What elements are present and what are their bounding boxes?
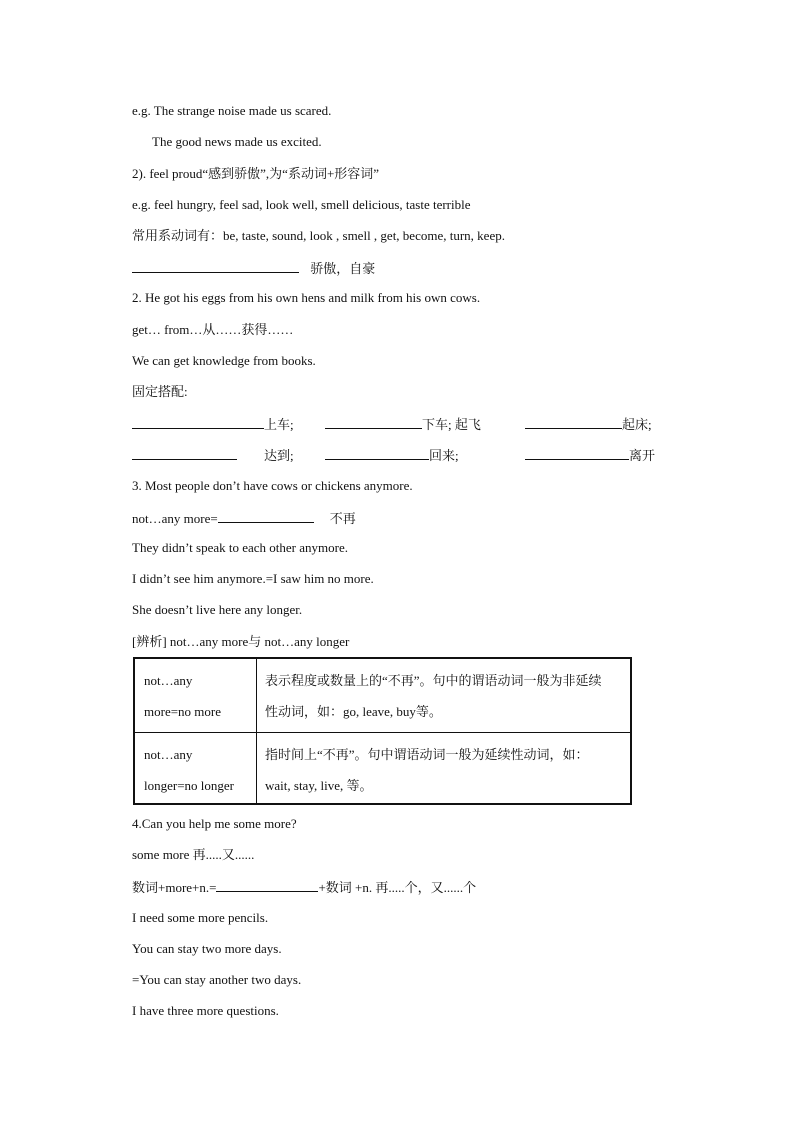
answer-blank[interactable] [325,415,422,429]
example-line: We can get knowledge from books. [132,353,316,368]
answer-blank[interactable] [218,509,314,523]
cell-text: not…any [144,746,193,762]
phrase-line: get… from…从……获得…… [132,322,294,337]
table-cell-phrase [134,732,257,804]
cell-text: 表示程度或数量上的“不再”。句中的谓语动词一般为非延续 [265,673,602,688]
example-line: e.g. feel hungry, feel sad, look well, smell delicious, taste terrible [132,197,471,212]
table-row [134,732,631,804]
collocation-item [132,415,294,433]
cell-text: 指时间上“不再”。句中谓语动词一般为延续性动词，如： [265,746,589,762]
collocation-item [325,446,459,464]
collocation-meaning: 离开 [629,448,656,463]
answer-blank[interactable] [216,878,318,892]
example-line: I need some more pencils. [132,910,269,925]
cell-text: longer=no longer [144,777,235,793]
table-row [134,658,631,732]
collocation-meaning: 起床; [622,417,652,432]
answer-blank[interactable] [325,446,429,460]
collocation-meaning: 下车; 起飞 [422,417,481,432]
example-line: I didn’t see him anymore.=I saw him no more. [132,571,374,586]
answer-blank[interactable] [132,415,264,429]
collocation-meaning: 上车; [264,417,294,432]
answer-blank[interactable] [132,259,299,273]
blank-meaning: 不再 [329,511,356,526]
cell-text: 性动词，如：go, leave, buy等。 [265,704,442,719]
blank-meaning: 骄傲，自豪 [310,261,376,276]
fill-blank-line [132,878,476,896]
fill-blank-line [132,509,356,527]
blank-meaning: +数词 +n. 再.....个，又......个 [318,880,477,895]
collocation-meaning: 达到; [264,448,294,463]
answer-blank[interactable] [132,446,237,460]
example-line: You can stay two more days. [132,941,282,956]
example-line: The good news made us excited. [152,134,322,149]
cell-text: not…any [144,673,193,688]
example-line: They didn’t speak to each other anymore. [132,540,348,555]
table-cell-usage [257,658,632,732]
cell-text: wait, stay, live, 等。 [265,777,373,793]
collocation-item [525,415,652,433]
example-line: =You can stay another two days. [132,972,302,987]
collocation-item [325,415,481,433]
fixed-collocation-label: 固定搭配: [132,384,188,399]
answer-blank[interactable] [525,446,629,460]
sentence-heading: 3. Most people don’t have cows or chickens anymore. [132,478,413,493]
phrase-line: some more 再.....又...... [132,847,255,862]
comparison-heading: [辨析] not…any more与 not…any longer [132,634,350,649]
collocation-item [525,446,655,464]
collocation-meaning: 回来; [429,448,459,463]
sentence-heading: 2. He got his eggs from his own hens and milk from his own cows. [132,290,481,305]
fill-blank-line [132,259,375,277]
phrase-prefix: 数词+more+n.= [132,880,217,895]
comparison-table [133,657,632,805]
example-line: e.g. The strange noise made us scared. [132,103,332,118]
phrase-prefix: not…any more= [132,511,218,526]
cell-text: more=no more [144,704,222,719]
example-line: She doesn’t live here any longer. [132,602,303,617]
table-cell-phrase [134,658,257,732]
sentence-heading: 4.Can you help me some more? [132,816,297,831]
table-cell-usage [257,732,632,804]
collocation-item [132,446,294,464]
point-heading: 2). feel proud“感到骄傲”,为“系动词+形容词” [132,166,380,181]
answer-blank[interactable] [525,415,622,429]
note-line: 常用系动词有：be, taste, sound, look , smell , get, become, turn, keep. [132,228,505,243]
example-line: I have three more questions. [132,1003,279,1018]
